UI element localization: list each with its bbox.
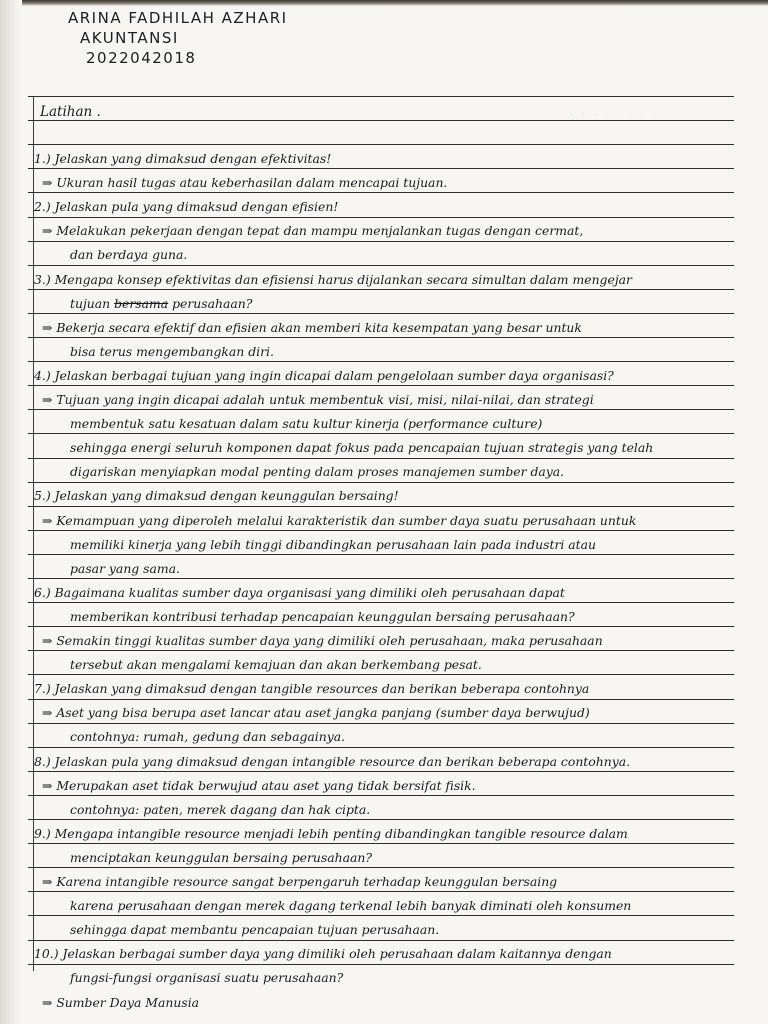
continuation-line: sehingga energi seluruh komponen dapat fokus pada pencapaian tujuan strategis yang telah <box>70 440 654 456</box>
line-text: perusahaan? <box>168 295 253 311</box>
struck-word: bersama <box>114 295 169 311</box>
question-line: 5.) Jelaskan yang dimaksud dengan keunggulan bersaing! <box>34 488 399 504</box>
continuation-line: membentuk satu kesatuan dalam satu kultur kinerja (performance culture) <box>70 416 543 432</box>
answer-line: ⇒ Melakukan pekerjaan dengan tepat dan mampu menjalankan tugas dengan cermat, <box>42 223 584 239</box>
answer-line: ⇒ Ukuran hasil tugas atau keberhasilan dalam mencapai tujuan. <box>42 175 448 191</box>
question-line: 4.) Jelaskan berbagai tujuan yang ingin dicapai dalam pengelolaan sumber daya organisasi? <box>34 367 614 383</box>
exercise-title: Latihan . <box>40 104 101 120</box>
continuation-line: sehingga dapat membantu pencapaian tujuan perusahaan. <box>70 922 440 938</box>
continuation-line: digariskan menyiapkan modal penting dalam proses manajemen sumber daya. <box>70 464 565 480</box>
ruled-line <box>28 96 734 97</box>
question-line: 3.) Mengapa konsep efektivitas dan efisiensi harus dijalankan secara simultan dalam mengejar <box>34 271 632 287</box>
page-top-edge <box>0 0 768 6</box>
question-line: 2.) Jelaskan pula yang dimaksud dengan efisien! <box>34 199 339 215</box>
continuation-line: menciptakan keunggulan bersaing perusahaan? <box>70 849 373 865</box>
continuation-line: pasar yang sama. <box>70 560 180 576</box>
faint-date-line: . . . . . . . . <box>570 108 658 118</box>
answer-line: ⇒ Kemampuan yang diperoleh melalui karakteristik dan sumber daya suatu perusahaan untuk <box>42 512 637 528</box>
page-left-edge <box>0 0 22 1024</box>
ruled-line <box>28 144 734 145</box>
student-header <box>68 8 288 68</box>
student-id: 2022042018 <box>86 49 197 67</box>
question-line: 9.) Mengapa intangible resource menjadi lebih penting dibandingkan tangible resource dalam <box>34 825 628 841</box>
question-line: 10.) Jelaskan berbagai sumber daya yang dimiliki oleh perusahaan dalam kaitannya dengan <box>34 946 612 962</box>
question-line: 7.) Jelaskan yang dimaksud dengan tangible resources dan berikan beberapa contohnya <box>34 681 590 697</box>
line-text: tujuan <box>70 295 115 311</box>
continuation-line: tersebut akan mengalami kemajuan dan akan berkembang pesat. <box>70 657 482 673</box>
ruled-line <box>28 120 734 121</box>
continuation-line: bisa terus mengembangkan diri. <box>70 343 274 359</box>
answer-line: ⇒ Merupakan aset tidak berwujud atau aset yang tidak bersifat fisik. <box>42 777 476 793</box>
question-line: 8.) Jelaskan pula yang dimaksud dengan intangible resource dan berikan beberapa contohnya. <box>34 753 631 769</box>
answer-line: ⇒ Karena intangible resource sangat berpengaruh terhadap keunggulan bersaing <box>42 874 558 889</box>
continuation-line <box>70 292 252 316</box>
continuation-line: karena perusahaan dengan merek dagang terkenal lebih banyak diminati oleh konsumen <box>70 898 632 914</box>
continuation-line: memiliki kinerja yang lebih tinggi dibandingkan perusahaan lain pada industri atau <box>70 536 596 552</box>
answer-line: ⇒ Sumber Daya Manusia <box>42 994 200 1010</box>
question-line: 1.) Jelaskan yang dimaksud dengan efektivitas! <box>34 151 332 166</box>
continuation-line: fungsi-fungsi organisasi suatu perusahaan? <box>70 970 344 986</box>
continuation-line: contohnya: rumah, gedung dan sebagainya. <box>70 729 346 745</box>
continuation-line: memberikan kontribusi terhadap pencapaian keunggulan bersaing perusahaan? <box>70 608 575 624</box>
answer-line: ⇒ Tujuan yang ingin dicapai adalah untuk membentuk visi, misi, nilai-nilai, dan strategi <box>42 392 594 407</box>
continuation-line: dan berdaya guna. <box>70 247 188 263</box>
student-name: ARINA FADHILAH AZHARI <box>68 9 288 27</box>
question-line: 6.) Bagaimana kualitas sumber daya organisasi yang dimiliki oleh perusahaan dapat <box>34 584 565 600</box>
answer-line: ⇒ Semakin tinggi kualitas sumber daya yang dimiliki oleh perusahaan, maka perusahaan <box>42 633 603 648</box>
answer-line: ⇒ Bekerja secara efektif dan efisien akan memberi kita kesempatan yang besar untuk <box>42 319 582 335</box>
student-major: AKUNTANSI <box>80 29 179 47</box>
answer-line: ⇒ Aset yang bisa berupa aset lancar atau aset jangka panjang (sumber daya berwujud) <box>42 705 590 721</box>
continuation-line: contohnya: paten, merek dagang dan hak cipta. <box>70 801 371 817</box>
